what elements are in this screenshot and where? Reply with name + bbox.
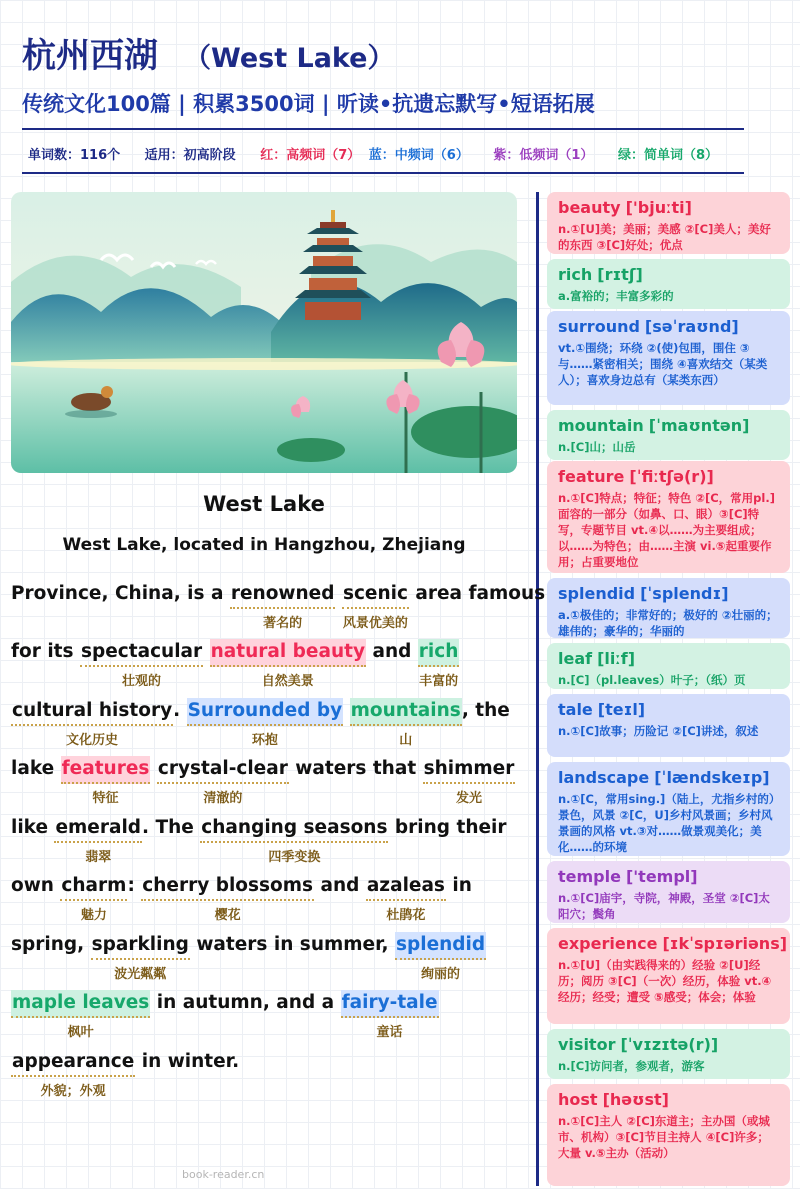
vocab-definition: vt.①围绕；环绕 ②(使)包围，围住 ③与……紧密相关；围绕 ④喜欢结交（某类人）；喜欢身边总有（某类东西） [558,341,768,387]
annotated-term[interactable] [61,756,151,806]
vocab-headword [558,467,780,487]
vocab-card-feature[interactable] [547,461,790,573]
vocab-phonetic: [həʊst] [602,1090,669,1109]
annotated-term[interactable] [418,639,460,689]
vocab-headword [558,700,780,720]
term-gloss: 发光 [455,791,482,806]
annotated-term[interactable] [60,873,127,923]
annotated-term[interactable] [342,581,409,631]
vocab-definition: n.[C]（pl.leaves）叶子；（纸）页 [558,673,746,687]
purple-legend: 紫：低频词（1） [493,148,594,163]
annotated-term[interactable] [11,990,150,1040]
vocab-card-splendid[interactable] [547,578,790,638]
vocab-word: surround [558,317,640,336]
article-line [11,756,515,806]
term-gloss: 清澈的 [203,791,243,806]
vocab-headword [558,584,780,604]
vocab-card-surround[interactable] [547,311,790,405]
article-line [11,815,507,865]
vocab-definition: n.①[C]主人 ②[C]东道主；主办国（或城市、机构）③[C]节目主持人 ④[C]许多；大量 v.⑤主办（活动） [558,1114,770,1160]
vocab-word: beauty [558,198,621,217]
vocab-word: rich [558,265,593,284]
term-text: spectacular [80,641,203,662]
vocab-headword [558,265,780,285]
term-text: appearance [12,1051,135,1072]
term-text: sparkling [91,934,189,955]
annotated-term[interactable] [54,815,142,865]
vocab-phonetic: [rɪtʃ] [597,265,643,284]
vocab-phonetic: [liːf] [597,649,636,668]
term-gloss: 丰富的 [419,674,459,689]
word-count: 单词数：116个 [28,148,121,163]
plain-text: , the [461,700,510,721]
title-en: （West Lake） [184,43,395,74]
vocab-headword [558,198,780,218]
term-text: natural beauty [210,641,366,662]
vocab-headword [558,317,780,337]
plain-text: area famous [408,583,546,604]
plain-text: in [445,875,472,896]
term-gloss: 杜鹃花 [386,908,426,923]
vocab-word: splendid [558,584,636,603]
term-gloss: 风景优美的 [342,616,408,631]
vocab-definition: n.[C]山；山岳 [558,440,636,454]
plain-text: spring, [11,934,91,955]
vocab-headword [558,867,780,887]
plain-text: like [11,817,55,838]
term-text: renowned [230,583,335,604]
term-gloss: 四季变换 [268,850,321,865]
annotated-term[interactable] [187,698,344,748]
vocab-word: landscape [558,768,650,787]
plain-text: . [173,700,187,721]
article-lead: West Lake, located in Hangzhou, Zhejiang [62,535,466,555]
vocab-headword [558,768,780,788]
vocab-word: feature [558,467,625,486]
annotated-term[interactable] [11,698,173,748]
vocab-card-beauty[interactable] [547,192,790,254]
article-line [11,698,510,748]
term-text: azaleas [366,875,445,896]
term-gloss: 环抱 [251,733,278,748]
annotated-term[interactable] [366,873,446,923]
vocab-headword [558,416,780,436]
term-gloss: 绚丽的 [421,967,461,982]
term-gloss: 翡翠 [85,850,112,865]
plain-text: Province, China, is a [11,583,230,604]
vocab-card-visitor[interactable] [547,1029,790,1079]
annotated-term[interactable] [210,639,366,689]
plain-text: and [314,875,366,896]
plain-text: for its [11,641,80,662]
vocab-headword [558,649,780,669]
vocab-phonetic: [ˈfiːtʃə(r)] [629,467,714,486]
term-text: emerald [55,817,142,838]
vocab-definition: n.①[C]庙宇，寺院，神殿，圣堂 ②[C]太阳穴；鬓角 [558,891,770,921]
term-text: cherry blossoms [142,875,314,896]
annotated-term[interactable] [200,815,388,865]
vocab-card-host[interactable] [547,1084,790,1186]
term-gloss: 樱花 [214,908,241,923]
title-cn: 杭州西湖 [22,36,158,76]
vocab-word: visitor [558,1035,616,1054]
vocab-card-rich[interactable] [547,259,790,309]
vocab-phonetic: [ˈmaʊntən] [648,416,750,435]
annotated-term[interactable] [350,698,462,748]
vocab-phonetic: [ˈsplendɪ] [640,584,729,603]
plain-text: lake [11,758,61,779]
term-text: maple leaves [12,992,150,1013]
annotated-term[interactable] [230,581,336,631]
plain-text: waters in summer, [189,934,395,955]
vocab-word: mountain [558,416,644,435]
plain-text: and [366,641,418,662]
green-legend: 绿：简单词（8） [617,148,718,163]
column-divider [536,192,539,1186]
annotated-term[interactable] [11,1049,135,1099]
plain-text: . The [142,817,201,838]
subtitle: 传统文化100篇 | 积累3500词 | 听读•抗遗忘默写•短语拓展 [22,92,595,116]
blue-legend: 蓝：中频词（6） [368,148,469,163]
vocab-definition: n.①[C]故事；历险记 ②[C]讲述，叙述 [558,724,759,738]
vocab-word: tale [558,700,593,719]
vocab-headword [558,934,788,954]
term-gloss: 波光粼粼 [114,967,167,982]
term-text: charm [61,875,127,896]
plain-text: in winter. [135,1051,240,1072]
article-line [11,1049,240,1099]
page-title [22,28,394,77]
vocab-phonetic: ['bjuːti] [625,198,692,217]
vocab-word: experience [558,934,658,953]
west-lake-illustration [11,192,517,473]
vocab-phonetic: ['templ] [625,867,698,886]
stats-bar [28,144,738,163]
vocab-card-experience[interactable] [547,928,790,1024]
vocab-headword [558,1090,780,1110]
vocab-definition: n.①[U]（由实践得来的）经验 ②[U]经历；阅历 ③[C]（一次）经历，体验 vt.④经历；经受；遭受 ⑤感受；体会；体验 [558,958,772,1004]
annotated-term[interactable] [423,756,516,806]
annotated-term[interactable] [157,756,289,806]
article-line [11,581,546,631]
vocab-headword [558,1035,780,1055]
term-text: cultural history [12,700,173,721]
annotated-term[interactable] [91,932,190,982]
vocab-definition: n.①[C]特点；特征；特色 ②[C，常用pl.]面容的一部分（如鼻、口、眼）③[C]特写，专题节目 vt.④以……为主要组成；以……为特色；由……主演 vi.⑤起重要作用；占重要地位 [558,491,775,569]
plain-text: waters that [288,758,423,779]
vocab-definition: n.①[U]美；美丽；美感 ②[C]美人；美好的东西 ③[C]好处；优点 [558,222,771,252]
vocab-word: temple [558,867,621,886]
annotated-term[interactable] [141,873,314,923]
stats-rule [22,172,744,174]
red-legend: 红：高频词（7） [260,148,361,163]
term-text: shimmer [423,758,515,779]
vocab-definition: a.富裕的；丰富多彩的 [558,289,674,303]
annotated-term[interactable] [341,990,439,1040]
plain-text: own [11,875,61,896]
term-text: splendid [395,934,486,955]
vocab-phonetic: [səˈraʊnd] [644,317,739,336]
term-gloss: 童话 [376,1025,403,1040]
article-title: West Lake [203,492,325,516]
term-text: Surrounded by [187,700,343,721]
term-gloss: 外貌；外观 [40,1084,106,1099]
vocab-card-temple[interactable] [547,861,790,923]
article-line [11,639,459,689]
vocab-card-tale[interactable] [547,694,790,757]
term-text: rich [418,641,459,662]
level-label: 适用：初高阶段 [144,148,236,163]
term-gloss: 文化历史 [66,733,119,748]
vocab-word: leaf [558,649,593,668]
term-gloss: 自然美景 [261,674,314,689]
header-rule [22,128,744,130]
term-text: crystal-clear [157,758,288,779]
plain-text: : [127,875,142,896]
term-gloss: 特征 [92,791,119,806]
vocab-phonetic: [ˈvɪzɪtə(r)] [620,1035,719,1054]
term-text: changing seasons [201,817,388,838]
vocab-card-mountain[interactable] [547,410,790,460]
term-gloss: 魅力 [80,908,107,923]
term-text: features [61,758,150,779]
plain-text: in autumn, and a [150,992,341,1013]
article-line [11,932,486,982]
vocab-definition: a.①极佳的；非常好的；极好的 ②壮丽的；雄伟的；豪华的；华丽的 [558,608,778,638]
annotated-term[interactable] [80,639,203,689]
vocab-definition: n.①[C，常用sing.]（陆上，尤指乡村的）景色，风景 ②[C，U]乡村风景画；乡村风景画的风格 vt.③对……做景观美化；美化……的环境 [558,792,775,854]
vocab-definition: n.[C]访问者，参观者，游客 [558,1059,705,1073]
term-gloss: 著名的 [263,616,303,631]
watermark: book-reader.cn [182,1168,265,1181]
term-gloss: 壮观的 [122,674,162,689]
landscape-illustration [11,192,517,473]
term-text: mountains [350,700,461,721]
term-text: fairy-tale [341,992,438,1013]
vocab-card-leaf[interactable] [547,643,790,689]
term-gloss: 山 [399,733,413,748]
vocab-word: host [558,1090,598,1109]
term-text: scenic [342,583,408,604]
vocab-phonetic: [ˈlændskeɪp] [654,768,770,787]
vocab-phonetic: [teɪl] [597,700,646,719]
article-line [11,990,439,1040]
annotated-term[interactable] [395,932,486,982]
vocab-phonetic: [ɪkˈspɪəriəns] [662,934,788,953]
plain-text: bring their [388,817,507,838]
term-gloss: 枫叶 [67,1025,94,1040]
article-line [11,873,472,923]
vocab-card-landscape[interactable] [547,762,790,856]
